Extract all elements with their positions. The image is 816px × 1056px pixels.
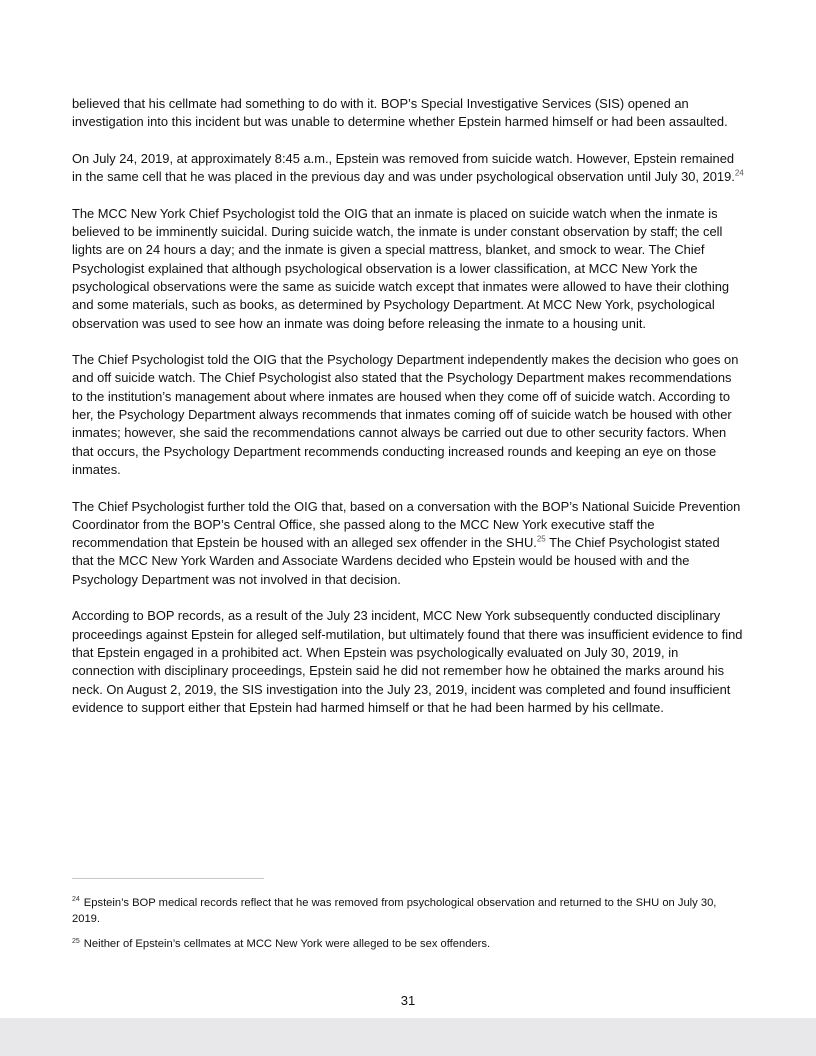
paragraph-3: The MCC New York Chief Psychologist told the OIG that an inmate is placed on suicide watch when the inmate is believed to be imminently suicidal. During suicide watch, the inmate is under constant observation by staff; the cell lights are on 24 hours a day; and the inmate is given a special mattress, blanket, and smock to wear. The Chief Psychologist explained that although psychological observation is a lower classification, at MCC New York the psychological observations were the same as suicide watch except that inmates were allowed to have their clothing and some materials, such as books, as determined by Psychology Department. At MCC New York, psychological observation was used to see how an inmate was doing before releasing the inmate to a housing unit. (72, 205, 730, 331)
paragraph-2: On July 24, 2019, at approximately 8:45 a.m., Epstein was removed from suicide watch. However, Epstein remained in the same cell that he was placed in the previous day and was under psychological observation until July 30, 2019.24 (72, 150, 744, 185)
footnote-ref-24[interactable]: 24 (734, 168, 744, 178)
footnote-ref-25[interactable]: 25 (536, 534, 546, 544)
page-number: 31 (400, 993, 416, 1008)
paragraph-4: The Chief Psychologist told the OIG that the Psychology Department independently makes the decision who goes on and off suicide watch. The Chief Psychologist also stated that the Psychology Department makes recommendations to the institution’s management about where inmates are housed when they come off of suicide watch. According to her, the Psychology Department always recommends that inmates coming off of suicide watch be housed with other inmates; however, she said the recommendations cannot always be carried out due to other security factors. When that occurs, the Psychology Department recommends conducting increased rounds and keeping an eye on those inmates. (72, 352, 739, 477)
footnote-number: 25 (72, 937, 80, 945)
footnote-text: Epstein’s BOP medical records reflect that he was removed from psychological observation and returned to the SHU on July 30, 2019. (72, 897, 717, 926)
footnote-24 (72, 895, 744, 927)
paragraph-6: According to BOP records, as a result of the July 23 incident, MCC New York subsequently conducted disciplinary proceedings against Epstein for alleged self-mutilation, but ultimately found that there was insufficient evidence to find that Epstein engaged in a prohibited act. When Epstein was psychologically evaluated on July 30, 2019, in connection with disciplinary proceedings, Epstein said he did not remember how he obtained the marks around his neck. On August 2, 2019, the SIS investigation into the July 23, 2019, incident was completed and found insufficient evidence to support either that Epstein had harmed himself or that he had been harmed by his cellmate. (72, 608, 743, 715)
body-text (72, 95, 744, 735)
footnote-number: 24 (72, 896, 80, 904)
paragraph-5: The Chief Psychologist further told the OIG that, based on a conversation with the BOP’s National Suicide Prevention Coordinator from the BOP’s Central Office, she passed along to the MCC New York executive staff the recommendation that Epstein be housed with an alleged sex offender in the SHU.$^{25}$ The Chief Psychologist stated that the MCC New York Warden and Associate Wardens decided who Epstein would be housed with and the Psychology Department was not involved in that decision. (72, 498, 741, 587)
footnote-text: Neither of Epstein’s cellmates at MCC New York were alleged to be sex offenders. (83, 938, 491, 951)
footnote-divider (72, 878, 264, 879)
footnotes (72, 895, 744, 962)
paragraph-1: believed that his cellmate had something to do with it. BOP’s Special Investigative Services (SIS) opened an investigation into this incident but was unable to determine whether Epstein harmed himself or had been assaulted. (72, 96, 728, 130)
footnote-25 (72, 936, 744, 952)
